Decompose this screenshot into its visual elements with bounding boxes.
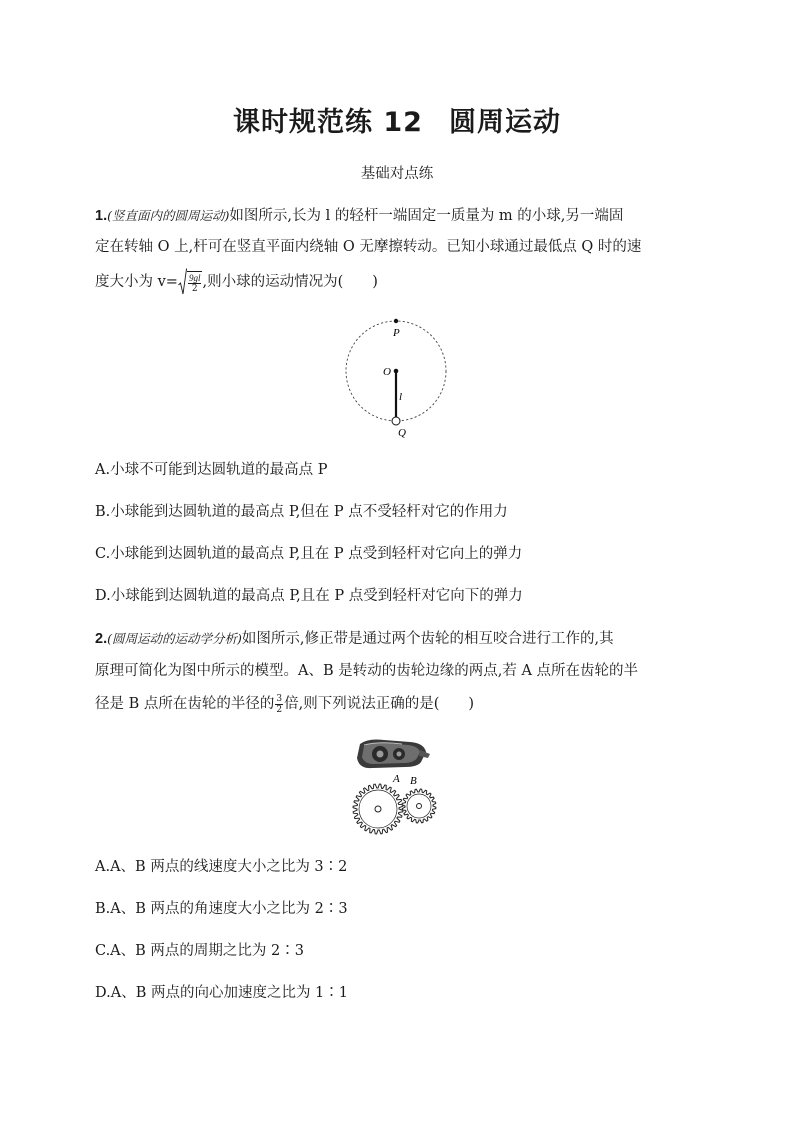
title-sub: 圆周运动 [448, 107, 561, 138]
label-l: l [399, 391, 403, 403]
q1-line-3 [95, 268, 378, 296]
q1-circle-figure [340, 315, 450, 440]
page-title [0, 100, 794, 139]
q2-line-1 [95, 627, 614, 648]
q2-option-b: B.A、B 两点的角速度大小之比为 2∶3 [95, 901, 348, 917]
q1-number: 1. [95, 208, 108, 224]
q1-option-b: B.小球能到达圆轨道的最高点 P,但在 P 点不受轻杆对它的作用力 [95, 504, 508, 520]
gear-hub [417, 804, 422, 809]
q2-option-a: A.A、B 两点的线速度大小之比为 3∶2 [95, 859, 348, 875]
gear-hub [375, 806, 381, 812]
q2-option-c: C.A、B 两点的周期之比为 2∶3 [95, 943, 304, 959]
fraction-three-halves [275, 694, 283, 715]
q2-topic: (圆周运动的运动学分析) [107, 631, 242, 646]
q2-line-2: 原理可简化为图中所示的模型。A、B 是转动的齿轮边缘的两点,若 A 点所在齿轮的半 [95, 663, 639, 679]
q1-line-2: 定在转轴 O 上,杆可在竖直平面内绕轴 O 无摩擦转动。已知小球通过最低点 Q 时的速 [95, 239, 642, 255]
q1-text-1: 如图所示,长为 l 的轻杆一端固定一质量为 m 的小球,另一端固 [229, 208, 624, 224]
q1-option-a: A.小球不可能到达圆轨道的最高点 P [95, 462, 328, 478]
fraction-denominator: 2 [276, 704, 283, 715]
q1-text-3-post: ,则小球的运动情况为( ) [202, 274, 378, 290]
q1-line-1 [95, 204, 623, 225]
fraction-numerator: 3 [276, 693, 283, 704]
small-ball [392, 417, 400, 425]
sqrt-expression [178, 268, 203, 296]
small-gear-b [402, 789, 436, 823]
label-p: P [393, 327, 400, 339]
q1-text-3-pre: 度大小为 v= [95, 274, 178, 290]
q2-gear-figure [350, 736, 442, 838]
title-main: 课时规范练 12 [233, 107, 423, 138]
label-o: O [383, 366, 391, 378]
q2-number: 2. [95, 631, 108, 647]
label-b: B [410, 775, 417, 787]
q2-text-3-pre: 径是 B 点所在齿轮的半径的 [95, 696, 275, 712]
label-a: A [393, 773, 400, 785]
section-heading: 基础对点练 [360, 166, 434, 182]
q2-text-3-post: 倍,则下列说法正确的是( ) [284, 696, 475, 712]
radical-sign-icon [178, 268, 187, 296]
point-p-dot [394, 319, 398, 323]
correction-tape-icon [357, 740, 430, 769]
q1-topic: (竖直面内的圆周运动) [107, 208, 230, 223]
q2-line-3 [95, 692, 474, 715]
q1-option-c: C.小球能到达圆轨道的最高点 P,且在 P 点受到轻杆对它向上的弹力 [95, 546, 523, 562]
label-q: Q [398, 427, 406, 439]
q2-text-1: 如图所示,修正带是通过两个齿轮的相互咬合进行工作的,其 [241, 631, 614, 647]
q2-option-d: D.A、B 两点的向心加速度之比为 1∶1 [95, 985, 349, 1001]
sqrt-denominator: 2 [191, 283, 198, 294]
q1-option-d: D.小球能到达圆轨道的最高点 P,且在 P 点受到轻杆对它向下的弹力 [95, 588, 523, 604]
sqrt-numerator: 9gl [188, 272, 201, 283]
large-gear-a [353, 784, 403, 834]
